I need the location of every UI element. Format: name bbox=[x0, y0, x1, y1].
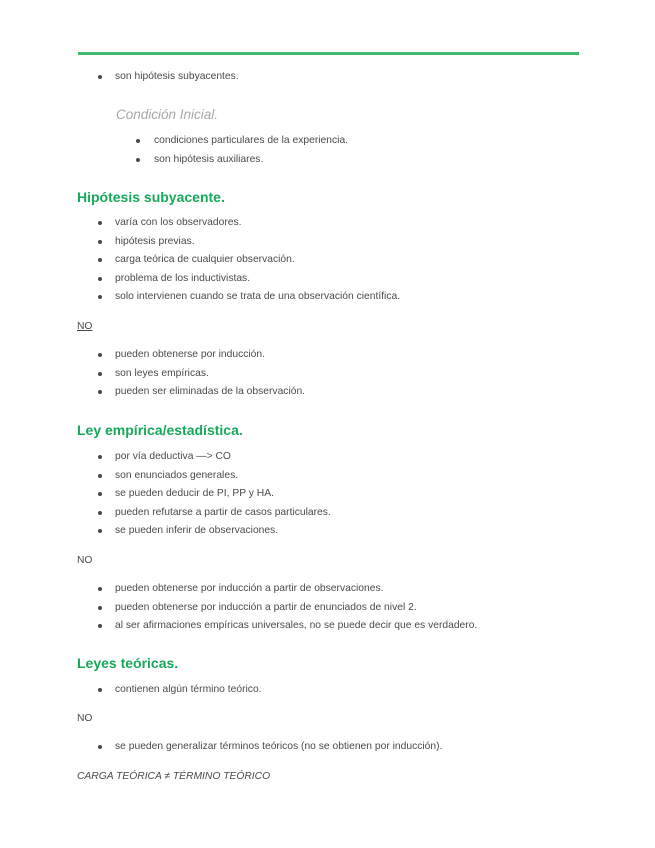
list-item: son hipótesis subyacentes. bbox=[77, 68, 239, 87]
list-item: son leyes empíricas. bbox=[77, 365, 305, 384]
condicion-inicial-heading: Condición Inicial. bbox=[116, 107, 219, 122]
list-item: condiciones particulares de la experiencia. bbox=[77, 132, 348, 151]
list-item: pueden ser eliminadas de la observación. bbox=[77, 383, 305, 402]
condicion-inicial-list bbox=[77, 132, 348, 169]
list-item: solo intervienen cuando se trata de una observación científica. bbox=[77, 288, 400, 307]
list-item: pueden refutarse a partir de casos particulares. bbox=[77, 504, 331, 523]
list-item: se pueden generalizar términos teóricos (no se obtienen por inducción). bbox=[77, 738, 442, 757]
list-item: contienen algún término teórico. bbox=[77, 681, 262, 700]
ley-empirica-list bbox=[77, 448, 331, 541]
intro-list bbox=[77, 68, 239, 87]
list-item: carga teórica de cualquier observación. bbox=[77, 251, 400, 270]
footer-note: CARGA TEÓRICA ≠ TÉRMINO TEÓRICO bbox=[77, 771, 271, 782]
list-item: se pueden inferir de observaciones. bbox=[77, 522, 331, 541]
list-item: son enunciados generales. bbox=[77, 467, 331, 486]
list-item: al ser afirmaciones empíricas universales, no se puede decir que es verdadero. bbox=[77, 617, 477, 636]
hipotesis-subyacente-list bbox=[77, 214, 400, 307]
leyes-teoricas-heading: Leyes teóricas. bbox=[77, 655, 179, 671]
leyes-teoricas-no-list bbox=[77, 738, 442, 757]
list-item: por vía deductiva —> CO bbox=[77, 448, 331, 467]
no-label-ley-empirica: NO bbox=[77, 555, 93, 566]
ley-empirica-no-list bbox=[77, 580, 477, 636]
list-item: son hipótesis auxiliares. bbox=[77, 151, 348, 170]
ley-empirica-heading: Ley empírica/estadística. bbox=[77, 422, 243, 438]
list-item: pueden obtenerse por inducción a partir de observaciones. bbox=[77, 580, 477, 599]
list-item: varía con los observadores. bbox=[77, 214, 400, 233]
list-item: hipótesis previas. bbox=[77, 233, 400, 252]
list-item: se pueden deducir de PI, PP y HA. bbox=[77, 485, 331, 504]
list-item: problema de los inductivistas. bbox=[77, 270, 400, 289]
no-label-leyes-teoricas: NO bbox=[77, 713, 93, 724]
no-label-hipotesis: NO bbox=[77, 321, 93, 332]
hipotesis-subyacente-no-list bbox=[77, 346, 305, 402]
list-item: pueden obtenerse por inducción. bbox=[77, 346, 305, 365]
leyes-teoricas-list bbox=[77, 681, 262, 700]
top-divider bbox=[78, 52, 579, 55]
hipotesis-subyacente-heading: Hipótesis subyacente. bbox=[77, 189, 225, 205]
list-item: pueden obtenerse por inducción a partir de enunciados de nivel 2. bbox=[77, 599, 477, 618]
